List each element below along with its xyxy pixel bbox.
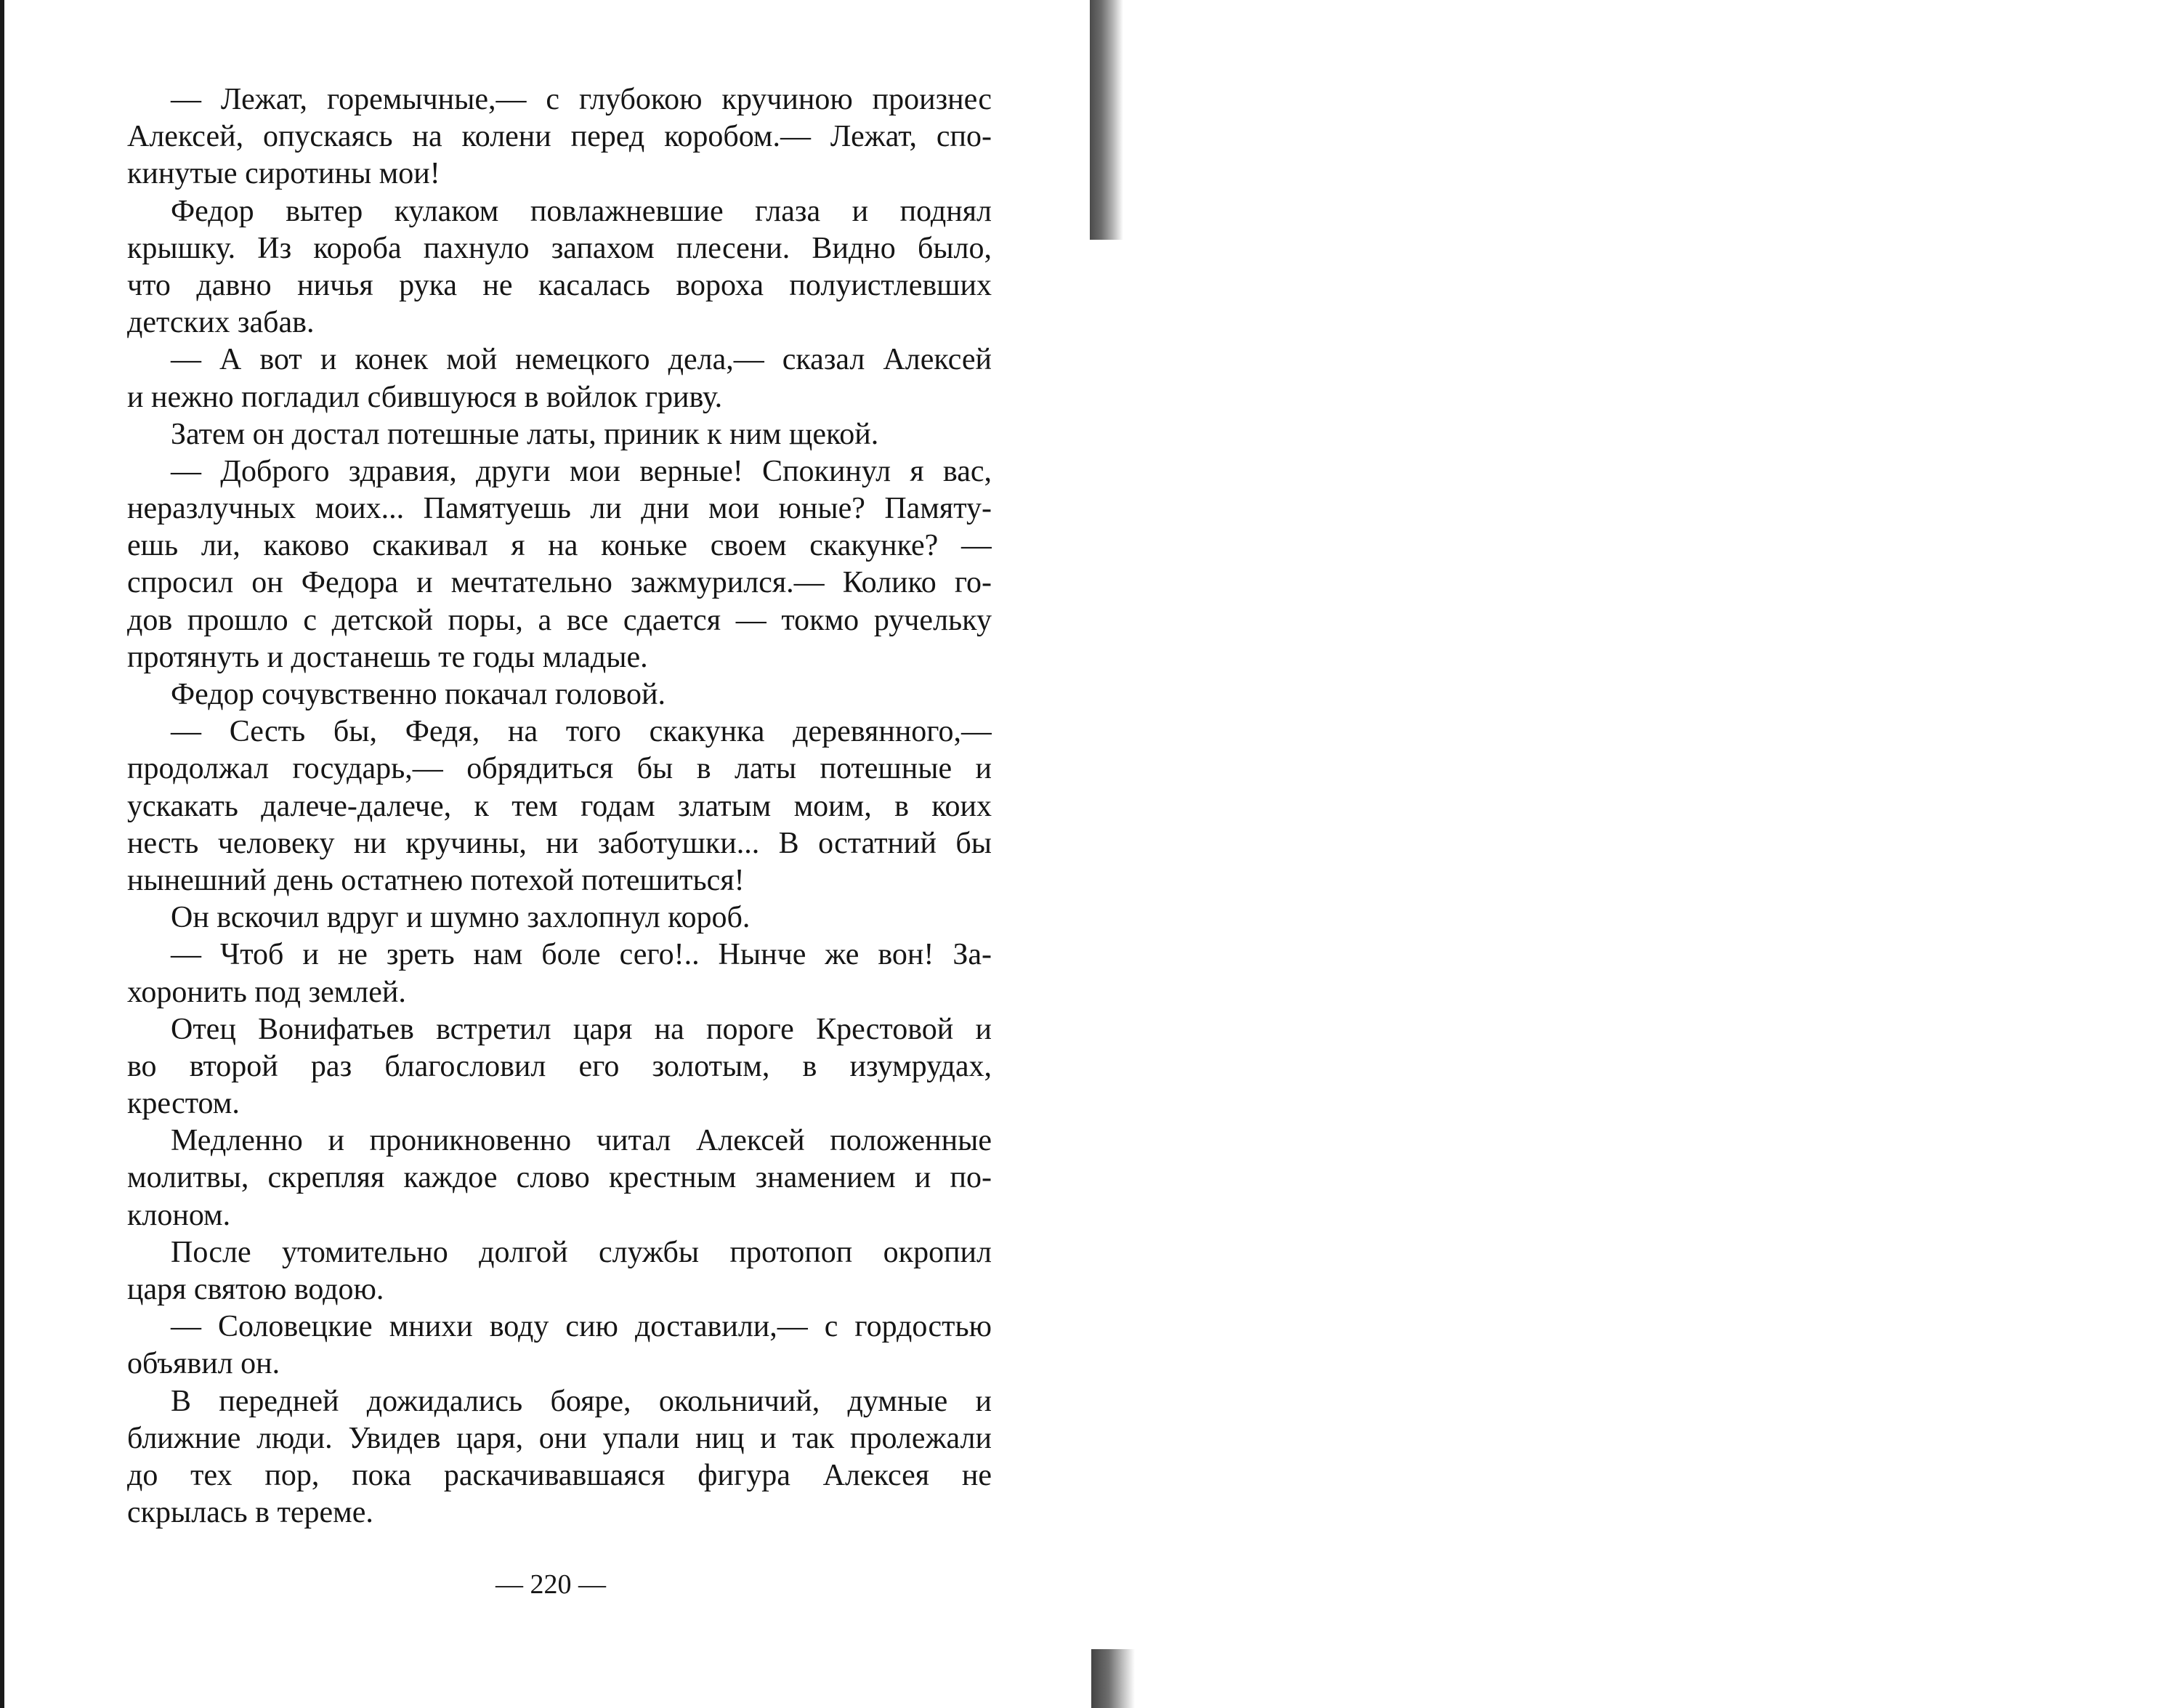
text-line: ускакать далече-далече, к тем годам златым моим, в коих (127, 789, 992, 823)
text-line: Федор вытер кулаком повлажневшие глаза и поднял (171, 194, 992, 228)
text-line: до тех пор, пока раскачивавшаяся фигура Алексея не (127, 1458, 992, 1492)
text-line: — Лежат, горемычные,— с глубокою кручиною произнес (171, 83, 992, 116)
text-line: объявил он. (127, 1347, 280, 1381)
right-page (1084, 0, 2168, 1708)
text-line: что давно ничья рука не касалась вороха полуистлевших (127, 268, 992, 302)
text-line: царя святою водою. (127, 1273, 384, 1306)
text-line: и нежно погладил сбившуюся в войлок гриву. (127, 380, 723, 414)
text-line: Алексей, опускаясь на колени перед коробом.— Лежат, спо- (127, 120, 992, 154)
text-line: После утомительно долгой службы протопоп окропил (171, 1235, 992, 1269)
text-line: нынешний день остатнею потехой потешиться! (127, 863, 745, 897)
text-line: неразлучных моих... Памятуешь ли дни мои юные? Памяту- (127, 492, 992, 526)
text-line: — Сесть бы, Федя, на того скакунка деревянного,— (171, 715, 992, 749)
text-line: во второй раз благословил его золотым, в изумрудах, (127, 1049, 992, 1083)
text-line: — Соловецкие мнихи воду сию доставили,— с гордостью (171, 1310, 992, 1344)
text-line: кинутые сиротины мои! (127, 157, 440, 191)
text-line: Затем он достал потешные латы, приник к ним щекой. (171, 417, 879, 451)
text-line: крышку. Из короба пахнуло запахом плесени. Видно было, (127, 231, 992, 265)
text-line: Отец Вонифатьев встретил царя на пороге Крестовой и (171, 1012, 992, 1046)
text-line: ешь ли, каково скакивал я на коньке своем скакунке? — (127, 529, 992, 563)
text-line: — Чтоб и не зреть нам боле сего!.. Нынче же вон! За- (171, 938, 992, 972)
text-line: клоном. (127, 1198, 231, 1232)
text-line: Федор сочувственно покачал головой. (171, 678, 666, 711)
text-line: — Доброго здравия, други мои верные! Спокинул я вас, (171, 454, 992, 488)
text-line: хоронить под землей. (127, 975, 406, 1009)
text-line: несть человеку ни кручины, ни заботушки... В остатний бы (127, 826, 992, 860)
text-line: молитвы, скрепляя каждое слово крестным знамением и по- (127, 1161, 992, 1195)
text-line: спросил он Федора и мечтательно зажмурился.— Колико го- (127, 566, 992, 600)
text-line: Медленно и проникновенно читал Алексей положенные (171, 1124, 992, 1158)
page-number-left: — 220 — (496, 1569, 606, 1600)
text-line: В передней дожидались бояре, окольничий, думные и (171, 1384, 992, 1418)
text-line: продолжал государь,— обрядиться бы в латы потешные и (127, 752, 992, 786)
text-line: крестом. (127, 1087, 240, 1121)
text-line: скрылась в тереме. (127, 1496, 373, 1530)
text-line: — А вот и конек мой немецкого дела,— сказал Алексей (171, 343, 992, 377)
text-line: протянуть и достанешь те годы младые. (127, 640, 648, 674)
text-line: дов прошло с детской поры, а все сдается — токмо ручельку (127, 603, 992, 637)
text-line: ближние люди. Увидев царя, они упали ниц и так пролежали (127, 1421, 992, 1455)
left-page-text (127, 81, 992, 1531)
text-line: Он вскочил вдруг и шумно захлопнул короб. (171, 901, 751, 935)
text-line: детских забав. (127, 306, 315, 340)
